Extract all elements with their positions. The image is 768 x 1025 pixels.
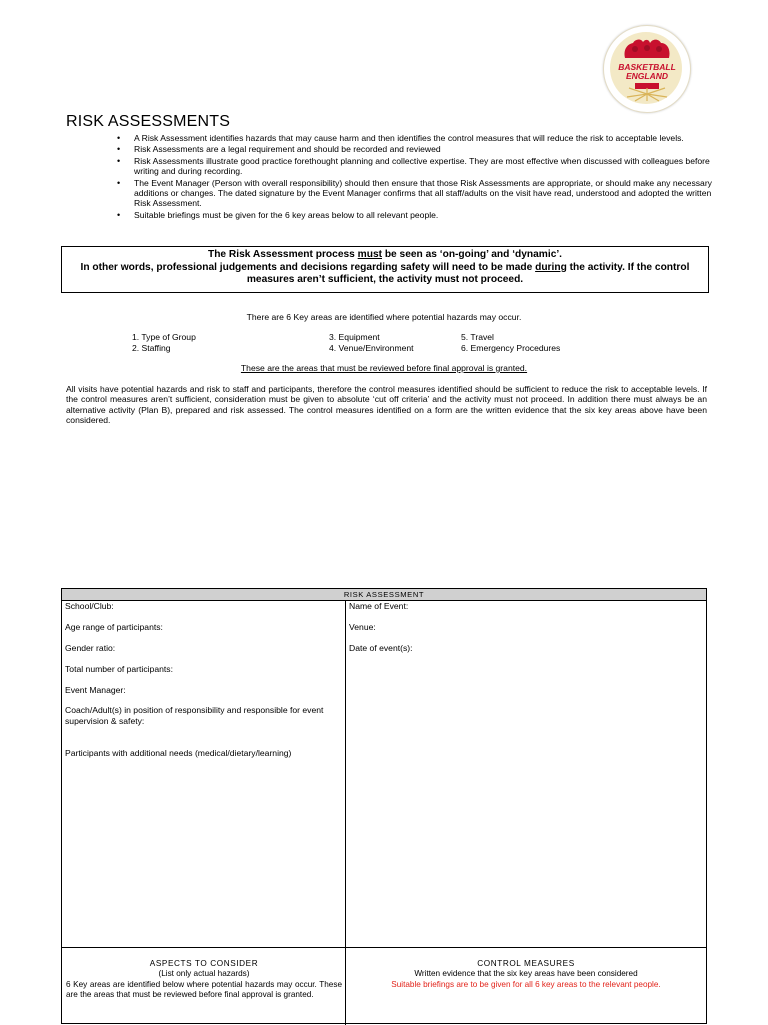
briefing-note: Suitable briefings are to be given for all 6 key areas to the relevant people. bbox=[391, 979, 661, 989]
column-divider bbox=[345, 600, 346, 1025]
aspects-description: 6 Key areas are identified below where potential hazards may occur. These are the areas that must be reviewed before final approval is granted. bbox=[66, 979, 342, 999]
event-manager-field[interactable]: Event Manager: bbox=[65, 685, 126, 695]
basketball-england-logo bbox=[603, 25, 691, 113]
logo-rays-icon bbox=[623, 86, 671, 102]
notice-line-2: In other words, professional judgements and decisions regarding safety will need to be made during the activity. If the control measures aren’t sufficient, the activity must not proceed. bbox=[80, 261, 690, 285]
control-heading: CONTROL MEASURES bbox=[477, 959, 575, 968]
age-range-field[interactable]: Age range of participants: bbox=[65, 622, 163, 632]
lion-mark-icon bbox=[621, 38, 673, 60]
intro-bullet-list bbox=[117, 133, 713, 221]
control-subheading: Written evidence that the six key areas have been considered bbox=[414, 969, 638, 979]
key-area-item: 4. Venue/Environment bbox=[329, 343, 414, 353]
logo-text-line1: BASKETBALL bbox=[618, 62, 676, 72]
key-areas-intro: There are 6 Key areas are identified where potential hazards may occur. bbox=[246, 312, 522, 322]
logo-text-line2: ENGLAND bbox=[625, 71, 669, 81]
aspects-subheading: (List only actual hazards) bbox=[158, 969, 250, 979]
dynamic-process-notice bbox=[61, 246, 709, 293]
section-divider bbox=[62, 947, 706, 948]
notice-line-1: The Risk Assessment process must be seen as ‘on-going’ and ‘dynamic’. bbox=[207, 249, 563, 260]
bullet-item: • Risk Assessments illustrate good practice forethought planning and collective expertise. They are most effective when discussed with colleagues before writing and during recording. bbox=[117, 156, 713, 177]
key-area-item: 2. Staffing bbox=[132, 343, 171, 353]
aspects-heading: ASPECTS TO CONSIDER bbox=[149, 959, 259, 968]
key-area-item: 3. Equipment bbox=[329, 332, 380, 342]
coach-adults-field[interactable]: Coach/Adult(s) in position of responsibility and responsible for event supervision & safety: bbox=[65, 705, 324, 726]
key-areas-footer: These are the areas that must be reviewed before final approval is granted. bbox=[240, 363, 528, 373]
risk-assessment-form bbox=[61, 588, 707, 1024]
form-header: RISK ASSESSMENT bbox=[62, 589, 706, 601]
total-participants-field[interactable]: Total number of participants: bbox=[65, 664, 173, 674]
additional-needs-field[interactable]: Participants with additional needs (medical/dietary/learning) bbox=[65, 748, 292, 758]
bullet-item: • Risk Assessments are a legal requirement and should be recorded and reviewed bbox=[117, 144, 713, 154]
bullet-item: • Suitable briefings must be given for the 6 key areas below to all relevant people. bbox=[117, 210, 713, 220]
event-date-field[interactable]: Date of event(s): bbox=[349, 643, 413, 653]
key-area-item: 6. Emergency Procedures bbox=[461, 343, 561, 353]
venue-field[interactable]: Venue: bbox=[349, 622, 376, 632]
page-title: RISK ASSESSMENTS bbox=[66, 113, 231, 130]
bullet-item: • The Event Manager (Person with overall responsibility) should then ensure that those Risk Assessments are appropriate, or should make any necessary additions or changes. The dated signature by the Event Manager confirms that all staff/adults on the visit have read, understood and adopted the written Risk Assessment. bbox=[117, 178, 713, 209]
aspects-to-consider bbox=[66, 959, 342, 1000]
event-name-field[interactable]: Name of Event: bbox=[349, 601, 409, 611]
control-measures-paragraph: All visits have potential hazards and risk to staff and participants, therefore the control measures identified should be sufficient to reduce the risk to acceptable levels. If the control measures aren’t sufficient, consideration must be given to absolute ‘cut off criteria’ and the activity must not proceed. In addition there must always be an alternative activity (Plan B), prepared and risk assessed. The control measures identified on a form are the written evidence that the six key areas above have been considered. bbox=[66, 384, 707, 426]
bullet-item: • A Risk Assessment identifies hazards that may cause harm and then identifies the control measures that will reduce the risk to acceptable levels. bbox=[117, 133, 713, 143]
key-area-item: 1. Type of Group bbox=[132, 332, 196, 342]
gender-ratio-field[interactable]: Gender ratio: bbox=[65, 643, 116, 653]
key-area-item: 5. Travel bbox=[461, 332, 494, 342]
school-club-field[interactable]: School/Club: bbox=[65, 601, 114, 611]
control-measures bbox=[348, 959, 704, 990]
